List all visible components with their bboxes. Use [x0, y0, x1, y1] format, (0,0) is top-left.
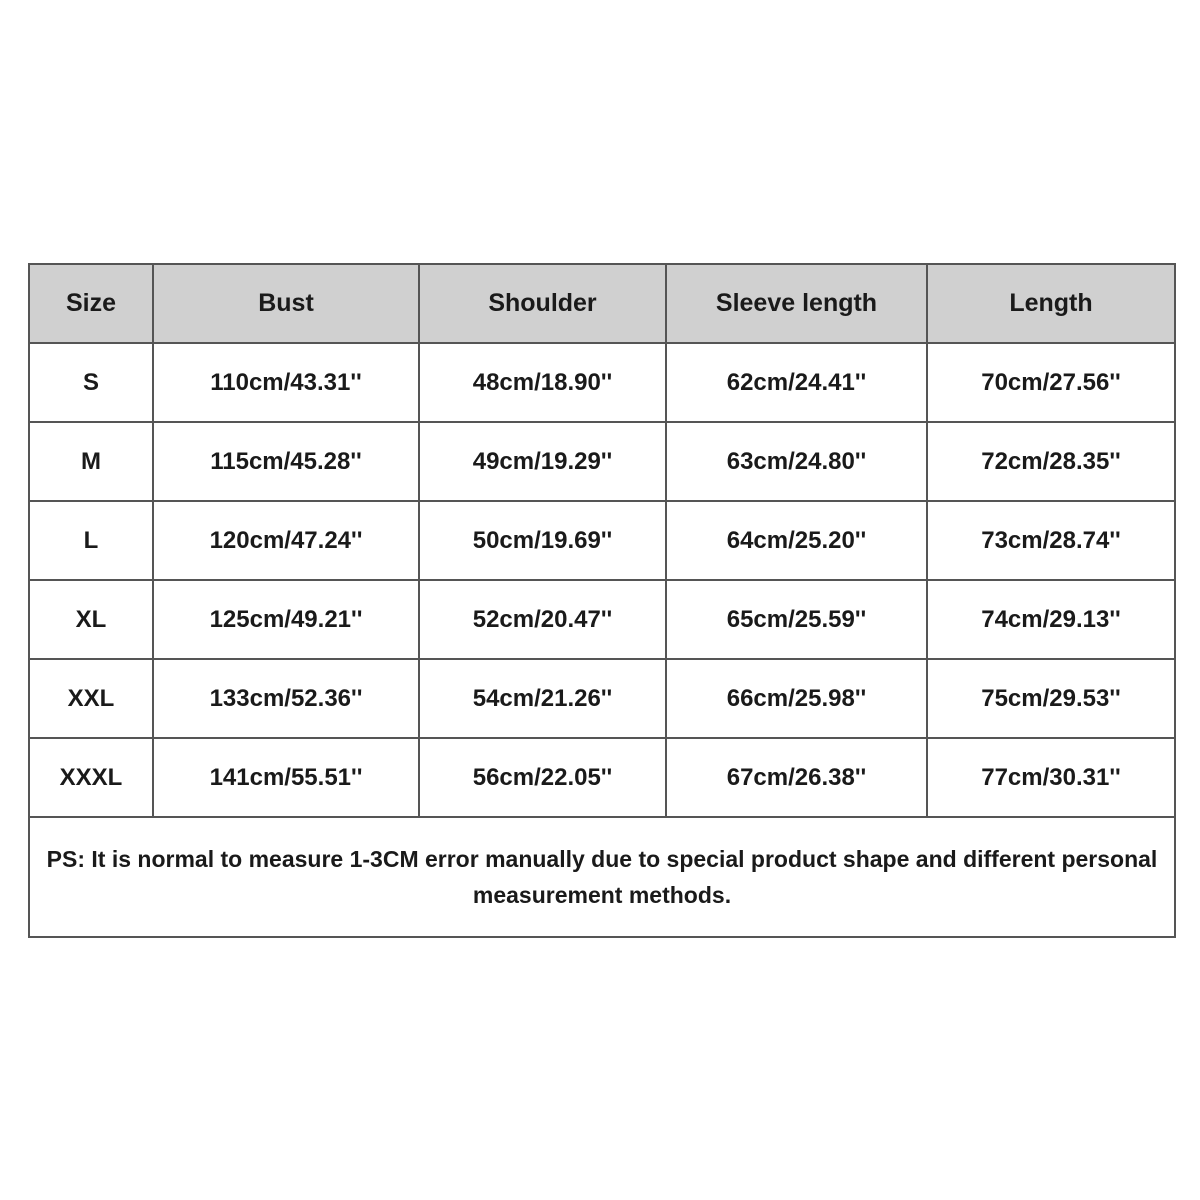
size-cell: M — [29, 422, 153, 501]
sleeve-length-cell: 63cm/24.80'' — [666, 422, 927, 501]
shoulder-cell: 49cm/19.29'' — [419, 422, 666, 501]
length-cell: 72cm/28.35'' — [927, 422, 1175, 501]
size-chart-table — [28, 263, 1176, 938]
bust-cell: 120cm/47.24'' — [153, 501, 419, 580]
header-sleeve-length: Sleeve length — [666, 264, 927, 343]
table-row — [29, 343, 1175, 422]
header-size: Size — [29, 264, 153, 343]
header-row — [29, 264, 1175, 343]
bust-cell: 115cm/45.28'' — [153, 422, 419, 501]
shoulder-cell: 54cm/21.26'' — [419, 659, 666, 738]
length-cell: 74cm/29.13'' — [927, 580, 1175, 659]
length-cell: 73cm/28.74'' — [927, 501, 1175, 580]
sleeve-length-cell: 64cm/25.20'' — [666, 501, 927, 580]
shoulder-cell: 48cm/18.90'' — [419, 343, 666, 422]
note-row — [29, 817, 1175, 937]
size-cell: XL — [29, 580, 153, 659]
table-row — [29, 501, 1175, 580]
shoulder-cell: 52cm/20.47'' — [419, 580, 666, 659]
length-cell: 77cm/30.31'' — [927, 738, 1175, 817]
header-length: Length — [927, 264, 1175, 343]
header-bust: Bust — [153, 264, 419, 343]
bust-cell: 133cm/52.36'' — [153, 659, 419, 738]
size-cell: XXXL — [29, 738, 153, 817]
bust-cell: 110cm/43.31'' — [153, 343, 419, 422]
sleeve-length-cell: 62cm/24.41'' — [666, 343, 927, 422]
bust-cell: 125cm/49.21'' — [153, 580, 419, 659]
table-row — [29, 738, 1175, 817]
table-row — [29, 659, 1175, 738]
size-cell: XXL — [29, 659, 153, 738]
header-shoulder: Shoulder — [419, 264, 666, 343]
bust-cell: 141cm/55.51'' — [153, 738, 419, 817]
shoulder-cell: 50cm/19.69'' — [419, 501, 666, 580]
sleeve-length-cell: 65cm/25.59'' — [666, 580, 927, 659]
shoulder-cell: 56cm/22.05'' — [419, 738, 666, 817]
length-cell: 75cm/29.53'' — [927, 659, 1175, 738]
length-cell: 70cm/27.56'' — [927, 343, 1175, 422]
table-row — [29, 422, 1175, 501]
size-cell: L — [29, 501, 153, 580]
sleeve-length-cell: 66cm/25.98'' — [666, 659, 927, 738]
size-cell: S — [29, 343, 153, 422]
measurement-note: PS: It is normal to measure 1-3CM error manually due to special product shape and different personal measurement methods. — [29, 817, 1175, 937]
sleeve-length-cell: 67cm/26.38'' — [666, 738, 927, 817]
table-row — [29, 580, 1175, 659]
